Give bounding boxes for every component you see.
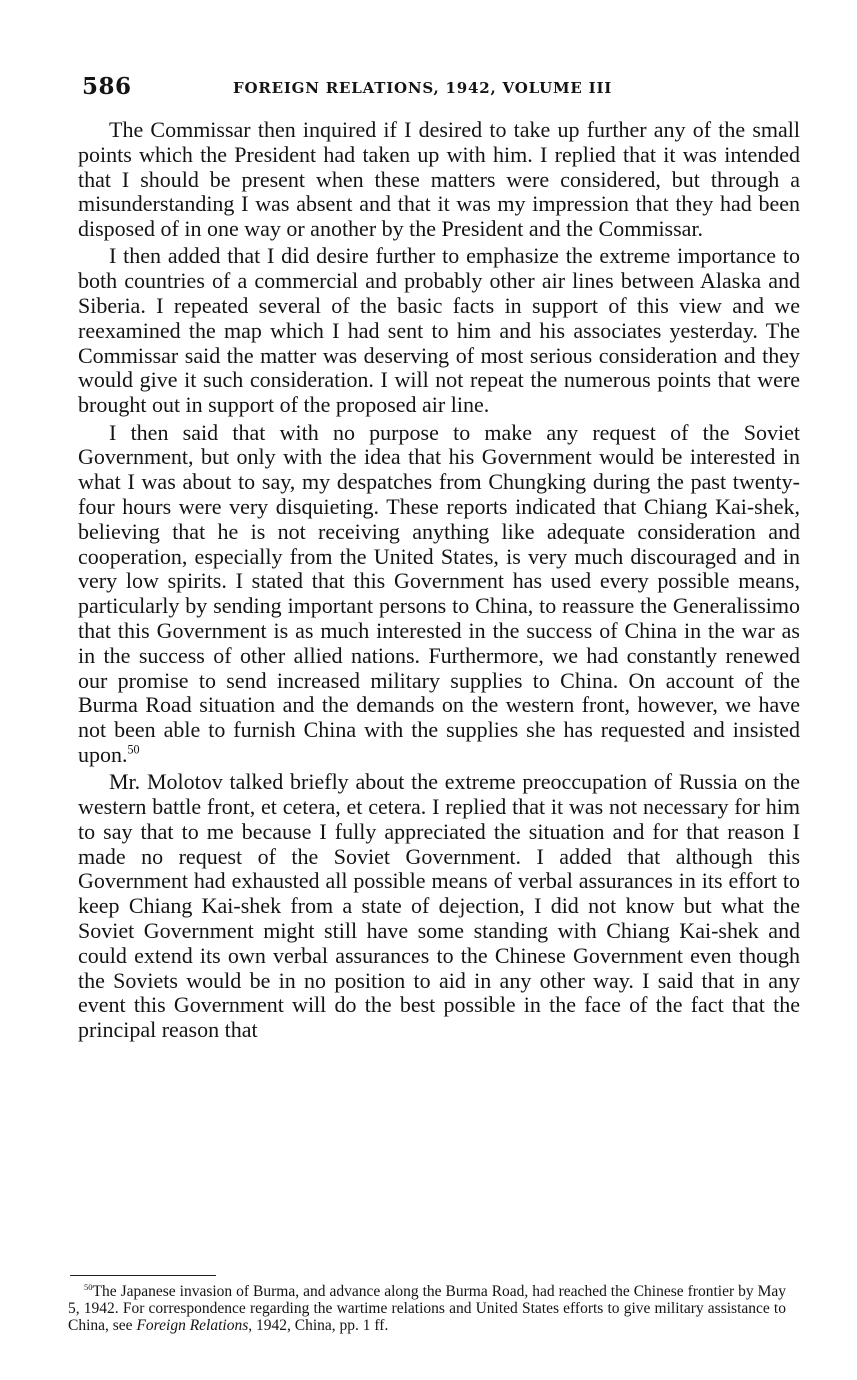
paragraph-1: The Commissar then inquired if I desired to take up further any of the small points which the President had taken up with him. I replied that it was intended that I should be present when these matters were considered, but through a misunderstanding I was absent and that it was my impression that they had been disposed of in one way or another by the President and the Commissar. [78, 117, 800, 242]
footnote-marker: 50 [84, 1281, 93, 1292]
paragraph-3 [78, 421, 800, 768]
footnote-text-lead: The Japanese invasion of Burma, and advance along the Burma Road, had reached the Chinese frontier by May 5, 1942. For correspondence regarding the wartime relations and United States efforts to give military assistance to China, see [68, 1283, 786, 1334]
paragraph-4: Mr. Molotov talked briefly about the extreme preoccupation of Russia on the western battle front, et cetera, et cetera. I replied that it was not necessary for him to say that to me because I fully appreciated the situation and for that reason I made no request of the Soviet Government. I added that although this Government had exhausted all possible means of verbal assurances in its effort to keep Chiang Kai-shek from a state of dejection, I did not know but what the Soviet Government might still have some standing with Chiang Kai-shek and could extend its own verbal assurances to the Chinese Government even though the Soviets would be in no position to aid in any other way. I said that in any event this Government will do the best possible in the face of the fact that the principal reason that [78, 769, 800, 1043]
footnote-text-tail: , 1942, China, pp. 1 ff. [248, 1317, 389, 1334]
running-head: FOREIGN RELATIONS, 1942, VOLUME III [233, 79, 613, 97]
body-text [78, 118, 800, 1045]
paragraph-2: I then added that I did desire further to emphasize the extreme importance to both countries of a commercial and probably other air lines between Alaska and Siberia. I repeated several of the basic facts in support of this view and we reexamined the map which I had sent to him and his associates yesterday. The Commissar said the matter was deserving of most serious consideration and they would give it such consideration. I will not repeat the numerous points that were brought out in support of the proposed air line. [78, 243, 800, 418]
footnote-rule [70, 1275, 216, 1276]
paragraph-3-text: I then said that with no purpose to make any request of the Soviet Government, but only with the idea that his Government would be interested in what I was about to say, my despatches from Chungking during the past twenty-four hours were very disquieting. These reports indicated that Chiang Kai-shek, believing that he is not receiving anything like adequate consideration and cooperation, especially from the United States, is very much discouraged and in very low spirits. I stated that this Government has used every possible means, particularly by sending important persons to China, to reassure the Generalissimo that this Government is as much interested in the success of China in the war as in the success of other allied nations. Furthermore, we had constantly renewed our promise to send increased military supplies to China. On account of the Burma Road situation and the demands on the western front, however, we have not been able to furnish China with the supplies she has requested and insisted upon. [78, 419, 800, 767]
footnote-reference[interactable]: 50 [127, 742, 140, 757]
footnote [68, 1283, 786, 1334]
footnote-publication-title: Foreign Relations [136, 1317, 249, 1334]
page-number: 586 [82, 73, 132, 100]
